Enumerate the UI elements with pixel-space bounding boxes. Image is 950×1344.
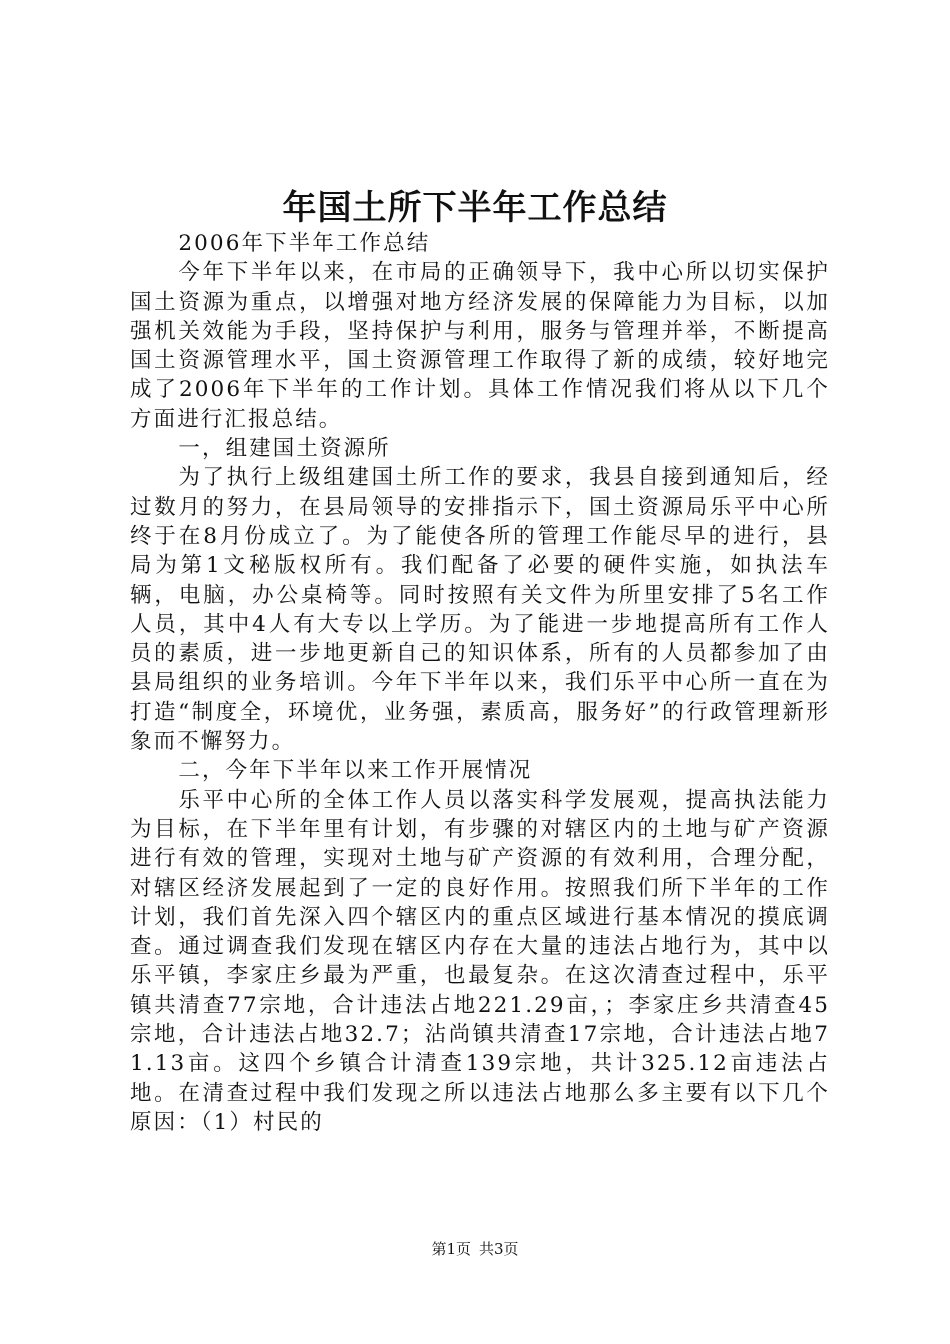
page-total: 共3页 xyxy=(479,1240,519,1258)
section-2-paragraph: 乐平中心所的全体工作人员以落实科学发展观，提高执法能力为目标，在下半年里有计划，有步骤的对辖区内的土地与矿产资源进行有效的管理，实现对土地与矿产资源的有效利用，合理分配，对辖区经济发展起到了一定的良好作用。按照我们所下半年的工作计划，我们首先深入四个辖区内的重点区域进行基本情况的摸底调查。通过调查我们发现在辖区内存在大量的违法占地行为，其中以乐平镇，李家庄乡最为严重，也最复杂。在这次清查过程中，乐平镇共清查77宗地，合计违法占地221.29亩，；李家庄乡共清查45宗地，合计违法占地32.7；沾尚镇共清查17宗地，合计违法占地71.13亩。这四个乡镇合计清查139宗地，共计325.12亩违法占地。在清查过程中我们发现之所以违法占地那么多主要有以下几个原因：（1）村民的 xyxy=(130,787,830,1135)
document-body xyxy=(130,229,830,1137)
section-heading-2: 二，今年下半年以来工作开展情况 xyxy=(178,758,533,784)
page-number: 第1页 xyxy=(431,1240,471,1258)
subtitle-paragraph: 2006年下半年工作总结 xyxy=(178,231,431,256)
page-footer xyxy=(0,1239,950,1259)
section-1-paragraph: 为了执行上级组建国土所工作的要求，我县自接到通知后，经过数月的努力，在县局领导的安排指示下，国土资源局乐平中心所终于在8月份成立了。为了能使各所的管理工作能尽早的进行，县局为第1文秘版权所有。我们配备了必要的硬件实施，如执法车辆，电脑，办公桌椅等。同时按照有关文件为所里安排了5名工作人员，其中4人有大专以上学历。为了能进一步地提高所有工作人员的素质，进一步地更新自己的知识体系，所有的人员都参加了由县局组织的业务培训。今年下半年以来，我们乐平中心所一直在为打造“制度全，环境优，业务强，素质高，服务好”的行政管理新形象而不懈努力。 xyxy=(130,465,830,755)
section-heading-1: 一，组建国土资源所 xyxy=(178,436,391,462)
intro-paragraph: 今年下半年以来，在市局的正确领导下，我中心所以切实保护国土资源为重点，以增强对地方经济发展的保障能力为目标，以加强机关效能为手段，坚持保护与利用，服务与管理并举，不断提高国土资源管理水平，国土资源管理工作取得了新的成绩，较好地完成了2006年下半年的工作计划。具体工作情况我们将从以下几个方面进行汇报总结。 xyxy=(130,260,830,432)
document-title: 年国土所下半年工作总结 xyxy=(282,188,668,228)
